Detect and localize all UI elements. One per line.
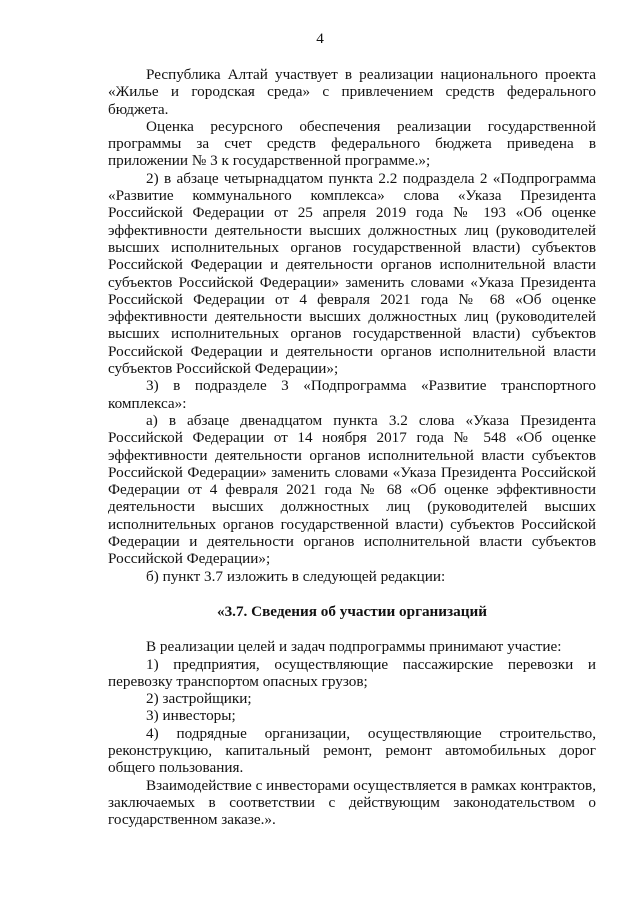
list-item: 4) подрядные организации, осуществляющие строительство, реконструкцию, капитальный ремонт, ремонт автомобильных дорог общего пользования.: [108, 724, 596, 777]
paragraph: Взаимодействие с инвесторами осуществляется в рамках контрактов, заключаемых в соответствии с действующим законодательством о государственном заказе.».: [108, 776, 596, 829]
list-item: 3) инвесторы;: [146, 707, 236, 725]
paragraph: Оценка ресурсного обеспечения реализации государственной программы за счет средств федерального бюджета приведена в приложении № 3 к государственной программе.»;: [108, 117, 596, 170]
document-body: [108, 66, 596, 828]
paragraph: б) пункт 3.7 изложить в следующей редакции:: [146, 567, 446, 585]
list-item: 2) застройщики;: [146, 690, 252, 708]
paragraph: а) в абзаце двенадцатом пункта 3.2 слова «Указа Президента Российской Федерации от 14 ноября 2017 года № 548 «Об оценке эффективности деятельности органов исполнительной власти субъектов Российской Федерации» заменить словами «Указа Президента Российской Федерации от 4 февраля 2021 года № 68 «Об оценке эффективности деятельности высших должностных лиц (руководителей высших исполнительных органов государственной власти) субъектов Российской Федерации и деятельности органов исполнительной власти субъектов Российской Федерации»;: [108, 411, 596, 568]
section-heading: «3.7. Сведения об участии организаций: [216, 602, 488, 620]
page-number: 4: [316, 30, 324, 47]
paragraph: 2) в абзаце четырнадцатом пункта 2.2 подраздела 2 «Подпрограмма «Развитие коммунального комплекса» слова «Указа Президента Российской Федерации от 25 апреля 2019 года № 193 «Об оценке эффективности деятельности высших должностных лиц (руководителей высших исполнительных органов государственной власти) субъектов Российской Федерации и деятельности органов исполнительной власти субъектов Российской Федерации» заменить словами «Указа Президента Российской Федерации от 4 февраля 2021 года № 68 «Об оценке эффективности деятельности высших должностных лиц (руководителей высших исполнительных органов государственной власти) субъектов Российской Федерации и деятельности органов исполнительной власти субъектов Российской Федерации»;: [108, 169, 596, 378]
list-item: 1) предприятия, осуществляющие пассажирские перевозки и перевозку транспортом опасных грузов;: [108, 655, 596, 690]
paragraph: 3) в подразделе 3 «Подпрограмма «Развитие транспортного комплекса»:: [108, 377, 596, 412]
paragraph: Республика Алтай участвует в реализации национального проекта «Жилье и городская среда» с привлечением средств федерального бюджета.: [108, 66, 596, 118]
paragraph: В реализации целей и задач подпрограммы принимают участие:: [146, 638, 562, 656]
